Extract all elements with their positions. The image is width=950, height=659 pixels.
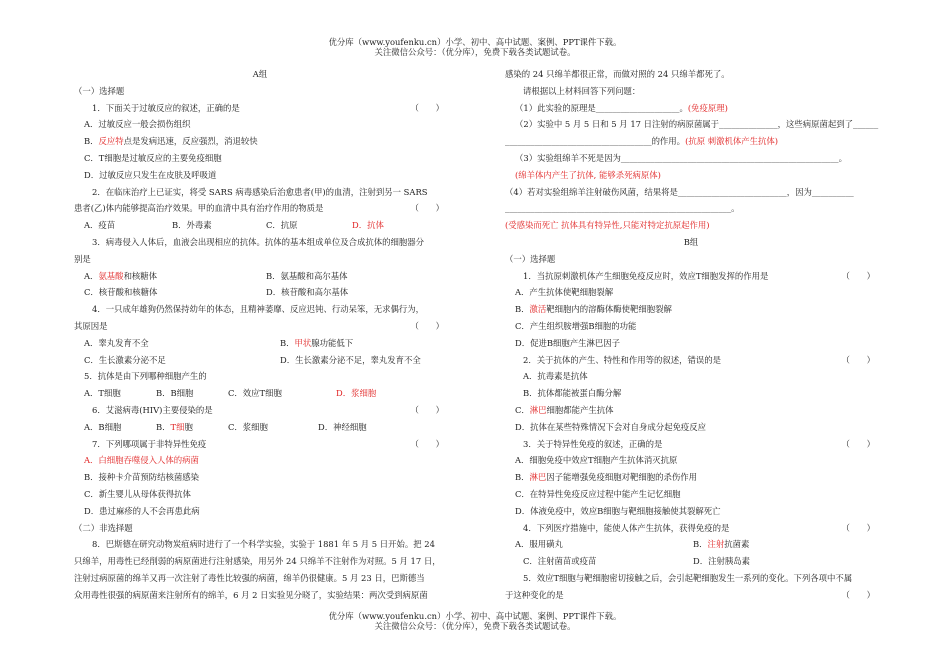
b-option-1d: D．促进B细胞产生淋巴因子: [515, 337, 620, 348]
b-option-2b: B．抗体都能被蛋白酶分解: [523, 388, 622, 399]
question-text: 2．关于抗体的产生、特性和作用等的叙述，错误的是: [523, 354, 721, 365]
answer-paren: （ ）: [841, 270, 875, 281]
option-3b: B．氨基酸和高尔基体: [266, 270, 348, 281]
question-8-line-4: 众用毒性很强的病原菌来注射所有的绵羊，6 月 2 日实验见分晓了，实验结果：两次受到病原菌: [74, 589, 428, 600]
answer-paren: （ ）: [841, 522, 875, 533]
option-text: 抗菌素: [724, 539, 750, 550]
question-8-line-1: 8．巴斯德在研究动物炭疽病时进行了一个科学实验，实验于 1881 年 5 月 5 日开始。把 24: [92, 539, 435, 550]
option-7d: D．患过麻疹的人不会再患此病: [84, 505, 200, 516]
option-7b: B．接种卡介苗预防结核菌感染: [84, 472, 200, 483]
option-4b: [280, 335, 353, 352]
option-5c: C．效应T细胞: [228, 388, 282, 399]
option-label: B．: [280, 337, 295, 348]
sub-question: （1）此实验的原理是____________________。: [515, 102, 688, 113]
section-choice-title: （一）选择题: [74, 85, 125, 96]
answer-8-3-key: (绵羊体内产生了抗体, 能够杀死病原体): [515, 169, 661, 180]
answer-mark: T细: [170, 421, 185, 432]
option-text: 靶细胞内的溶酶体酶使靶细胞裂解: [546, 304, 672, 315]
b-option-2c: [505, 402, 877, 419]
answer-8-4-key: (受感染而死亡 抗体具有特异性,只能对特定抗原起作用): [505, 220, 710, 231]
option-7c: C．新生婴儿从母体获得抗体: [84, 488, 191, 499]
answer-mark: (抗原 刺激机体产生抗体): [685, 136, 779, 147]
b-option-3d: D．体液免疫中，效应B细胞与靶细胞接触使其裂解死亡: [515, 505, 721, 516]
option-label: A．: [84, 270, 99, 281]
option-text: 腺功能低下: [311, 337, 354, 348]
answer-mark: 激活: [529, 304, 547, 315]
options-2: [74, 217, 446, 234]
answer-8-2-line-2: [505, 133, 877, 150]
option-text: 点是发病迅速，反应强烈，消退较快: [123, 136, 258, 147]
answer-mark: (免疫原理): [687, 102, 728, 113]
options-6: [74, 419, 446, 436]
answer-mark: 氨基酸: [98, 270, 124, 281]
option-label: B．: [693, 539, 708, 550]
answer-mark: A．白细胞吞噬侵入人体的病菌: [84, 455, 199, 466]
question-text: 于这种变化的是: [505, 589, 564, 600]
b-question-4: [505, 520, 877, 537]
answer-8-2-line-1: （2）实验中 5 月 5 日和 5 月 17 日注射的病原菌属于______________，这些病原菌起到了______: [515, 119, 879, 130]
b-question-3: [505, 436, 877, 453]
left-column: [74, 66, 446, 604]
answer-mark: 甲状: [294, 337, 312, 348]
answer-8-4-line-1: （4）若对实验组绵羊注射破伤风菌，结果将是__________________________，因为__________: [505, 186, 854, 197]
question-8-line-5: 感染的 24 只绵羊都很正常，而做对照的 24 只绵羊都死了。: [505, 69, 730, 79]
answer-paren: （ ）: [410, 438, 444, 449]
header-line-1: 优分库（www.youfenku.cn）小学、初中、高中试题、案例、PPT课件下载。: [328, 37, 622, 47]
option-label: B．: [84, 136, 99, 147]
question-7: [74, 436, 446, 453]
answer-paren: （ ）: [410, 203, 444, 214]
b-option-3b: [505, 469, 877, 486]
question-2-line-1: 2．在临床治疗上已证实，将受 SARS 病毒感染后治愈患者(甲)的血清，注射到另一 SARS: [92, 186, 428, 197]
question-text: 其原因是: [74, 320, 108, 331]
answer-8-4-line-2: ______________________________________________________。: [505, 203, 740, 214]
answer-mark: 注射: [707, 539, 725, 550]
option-text: 胞: [184, 421, 193, 432]
b-option-2d: D．抗体在某些特殊情况下会对自身成分起免疫反应: [515, 421, 706, 432]
sub-question: ___________________________________的作用。: [505, 136, 686, 147]
question-text: 4．下列医疗措施中，能使人体产生抗体，获得免疫的是: [523, 522, 730, 533]
question-4-line-1: 4．一只成年雄狗仍然保持幼年的体态，且精神萎靡、反应迟钝、行动呆笨，无求偶行为，: [92, 304, 424, 315]
question-6: [74, 402, 446, 419]
group-a-title: A组: [252, 69, 268, 79]
question-text: 1．当抗原刺激机体产生细胞免疫反应时，效应T细胞发挥的作用是: [523, 270, 769, 281]
question-text: 7．下列哪项属于非特异性免疫: [92, 438, 207, 449]
question-text: 患者(乙)体内能够提高治疗效果。甲的血清中具有治疗作用的物质是: [74, 203, 324, 214]
b-option-4b: [693, 536, 749, 553]
question-8-line-3: 注射过病原菌的绵羊又再一次注射了毒性比较强的病菌，绵羊仍很健康。5 月 23 日，巴斯德当: [74, 572, 425, 583]
option-6a: A．B细胞: [84, 421, 122, 432]
option-label: C．: [515, 404, 530, 415]
option-text: 细胞都能产生抗体: [546, 404, 614, 415]
question-3-line-2: 别是: [74, 253, 91, 264]
option-text: 因子能增强免疫细胞对靶细胞的杀伤作用: [546, 472, 698, 483]
answer-mark: 反应特: [98, 136, 124, 147]
right-column: [505, 66, 877, 604]
option-1d: D．过敏反应只发生在皮肤及呼吸道: [84, 169, 217, 180]
answer-paren: （ ）: [841, 589, 875, 600]
question-2-line-2: [74, 200, 446, 217]
option-6d: D．神经细胞: [318, 421, 367, 432]
b-options-4cd: [505, 553, 877, 570]
b-question-5-line-1: 5．效应T细胞与靶细胞密切接触之后，会引起靶细胞发生一系列的变化。下列各项中不属: [523, 572, 853, 583]
question-text: 3．关于特异性免疫的叙述，正确的是: [523, 438, 663, 449]
footer-line-1: 优分库（www.youfenku.cn）小学、初中、高中试题、案例、PPT课件下载。: [328, 611, 622, 621]
answer-paren: （ ）: [410, 102, 444, 113]
page-header: [0, 37, 950, 57]
group-b-title: B组: [683, 236, 699, 247]
option-6b: [156, 419, 228, 436]
option-2b: B．外毒素: [172, 220, 212, 231]
question-8-line-2: 只绵羊，用毒性已经削弱的病原菌进行注射感染，用另外 24 只绵羊不注射作为对照。5 月 17 日，: [74, 556, 441, 567]
answer-paren: （ ）: [410, 404, 444, 415]
section-open-title: （二）非选择题: [74, 522, 133, 533]
question-1: [74, 100, 446, 117]
question-4-line-2: [74, 318, 446, 335]
option-5a: A．T细胞: [84, 388, 121, 399]
option-4d: D．生长激素分泌不足，睾丸发育不全: [280, 354, 421, 365]
answer-paren: （ ）: [410, 320, 444, 331]
question-8-prompt: 请根据以上材料回答下列问题：: [523, 85, 641, 96]
option-1b: [74, 133, 446, 150]
b-option-1a: A．产生抗体使靶细胞裂解: [515, 287, 614, 298]
question-text: 1．下面关于过敏反应的叙述，正确的是: [92, 102, 240, 113]
header-line-2: 关注微信公众号：（优分库），免费下载各类试题试卷。: [374, 47, 576, 57]
option-2d: D．抗体: [352, 220, 384, 231]
b-question-1: [505, 268, 877, 285]
question-3-line-1: 3．病毒侵入人体后，血液会出现相应的抗体。抗体的基本组成单位及合成抗体的细胞器分: [92, 236, 424, 247]
option-2a: A．疫苗: [84, 220, 116, 231]
option-3a: [84, 268, 266, 285]
options-3ab: [74, 268, 446, 285]
question-5: 5．抗体是由下列哪种细胞产生的: [84, 371, 207, 382]
option-label: B．: [156, 421, 171, 432]
option-3c: C．核苷酸和核糖体: [84, 287, 158, 298]
b-options-4ab: [505, 536, 877, 553]
b-question-5-line-2: [505, 587, 877, 604]
b-option-4a: A．服用磺丸: [515, 539, 563, 550]
option-label: B．: [515, 304, 530, 315]
options-4cd: [74, 352, 446, 369]
option-3d: D．核苷酸和高尔基体: [266, 287, 349, 298]
option-2c: C．抗原: [266, 220, 298, 231]
option-4c: C．生长激素分泌不足: [84, 354, 166, 365]
section-b-choice-title: （一）选择题: [505, 253, 556, 264]
question-text: 6．艾滋病毒(HIV)主要侵染的是: [92, 404, 213, 415]
option-1a: A．过敏反应一般会损伤组织: [84, 119, 191, 130]
option-5d: D．浆细胞: [336, 388, 377, 399]
b-option-4c: C．注射菌苗或疫苗: [523, 556, 597, 567]
options-3cd: [74, 284, 446, 301]
answer-8-3: （3）实验组绵羊不死是因为____________________________________________________。: [515, 152, 847, 163]
options-5: [74, 385, 446, 402]
page-footer: [0, 611, 950, 631]
b-option-2a: A．抗毒素是抗体: [523, 371, 588, 382]
option-1c: C．T细胞是过敏反应的主要免疫细胞: [84, 152, 222, 163]
b-option-1c: C．产生组织胺增强B细胞的功能: [515, 320, 637, 331]
b-option-1b: [505, 301, 877, 318]
option-6c: C．浆细胞: [228, 421, 268, 432]
answer-mark: 淋巴: [529, 472, 547, 483]
option-label: B．: [515, 472, 530, 483]
answer-8-1: [505, 100, 877, 117]
option-4a: A．睾丸发育不全: [84, 337, 149, 348]
b-option-3a: A．细胞免疫中效应T细胞产生抗体消灭抗原: [515, 455, 678, 466]
b-option-4d: D．注射胰岛素: [693, 556, 750, 567]
options-4ab: [74, 335, 446, 352]
answer-paren: （ ）: [841, 438, 875, 449]
b-option-3c: C．在特异性免疫反应过程中能产生记忆细胞: [515, 488, 681, 499]
option-7a: [74, 452, 446, 469]
answer-paren: （ ）: [841, 354, 875, 365]
b-question-2: [505, 352, 877, 369]
option-5b: B．B细胞: [156, 388, 194, 399]
answer-mark: 淋巴: [529, 404, 547, 415]
option-text: 和核糖体: [123, 270, 158, 281]
footer-line-2: 关注微信公众号：（优分库），免费下载各类试题试卷。: [374, 621, 576, 631]
